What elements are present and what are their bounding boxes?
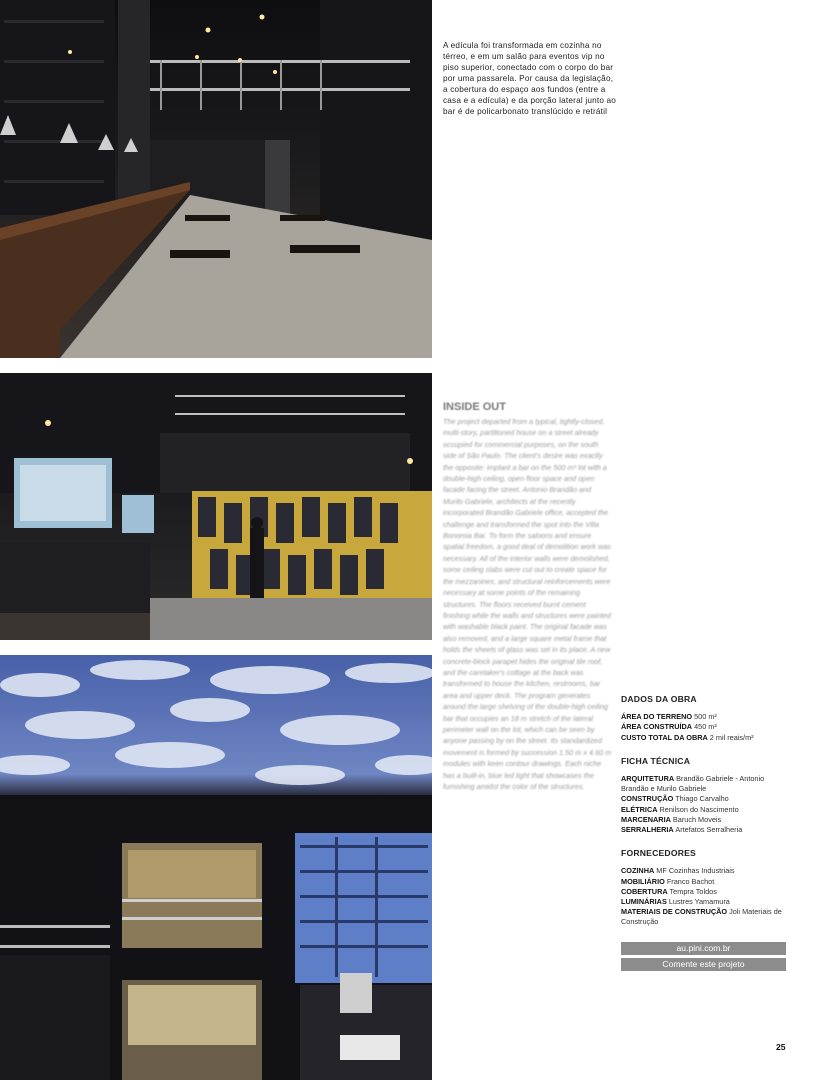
row-value: Thiago Carvalho: [675, 794, 729, 804]
ficha-tecnica-heading: FICHA TÉCNICA: [621, 755, 691, 766]
dados-row: [621, 712, 786, 722]
row-value: Renilson do Nascimento: [659, 804, 739, 814]
photo-sky-ceiling: [0, 655, 432, 1080]
row-value: Tempra Toldos: [669, 886, 717, 896]
page-number: 25: [776, 1042, 786, 1052]
fornecedor-row: [621, 877, 786, 887]
row-label: COBERTURA: [621, 886, 668, 896]
row-label: MARCENARIA: [621, 814, 671, 824]
site-link[interactable]: au.pini.com.br: [621, 942, 786, 955]
row-value: Franco Bachot: [666, 876, 715, 886]
row-value: Brandão Gabriele - Antonio Brandão e Murilo Gabriele: [621, 774, 765, 794]
dados-row: [621, 733, 786, 743]
project-data-sidebar: [621, 694, 786, 971]
article-title: INSIDE OUT: [443, 401, 506, 413]
row-value: Joli Materiais de Construção: [621, 907, 782, 927]
fornecedor-row: [621, 907, 786, 927]
ficha-tecnica-block: [621, 756, 786, 835]
dados-row: [621, 722, 786, 732]
row-value: Artefatos Serralheria: [675, 825, 743, 835]
ficha-row: [621, 805, 786, 815]
row-label: COZINHA: [621, 866, 655, 876]
ficha-row: [621, 774, 786, 794]
fornecedor-row: [621, 897, 786, 907]
fornecedores-heading: FORNECEDORES: [621, 848, 696, 859]
photo-bar-interior: [0, 0, 432, 358]
fornecedores-block: [621, 848, 786, 927]
row-label: LUMINÁRIAS: [621, 897, 667, 907]
row-value: Baruch Moveis: [672, 814, 722, 824]
dados-da-obra-heading: DADOS DA OBRA: [621, 694, 697, 704]
row-label: ÁREA DO TERRENO: [621, 712, 693, 722]
fornecedor-row: [621, 887, 786, 897]
row-label: ÁREA CONSTRUÍDA: [621, 722, 693, 732]
row-value: 450 m²: [694, 722, 717, 732]
ficha-row: [621, 794, 786, 804]
row-value: 2 mil reais/m²: [709, 732, 754, 742]
comment-link[interactable]: Comente este projeto: [621, 958, 786, 971]
dados-da-obra-block: [621, 694, 786, 743]
article-body: The project departed from a typical, tightly-closed, multi-story, partitioned house on a street already occupied for commercial purposes, on the south side of São Paulo. The client's desire was exactly the opposite: implant a bar on the 500 m² lot with a double-high ceiling, open floor space and open facade facing the street. Antonio Brandão and Murilo Gabriele, architects at the recently incorporated Brandão Gabriele office, accepted the challenge and transformed the spot into the Villa Bonomia Bar. To form the saloons and ensure spatial freedom, a good deal of demolition work was necessary. All of the interior walls were demolished, some ceiling slabs were cut out to create space for the mezzanines, and structural reinforcements were necessary at some points of the remaining structures. The floors received burnt cement finishing while the walls and structures were painted with washable black paint. The original facade was also removed, and a large square metal frame that holds the sheets of glass was set in its place. A new concrete-block parapet hides the original tile roof, and the caretaker's cottage at the back was transformed to house the kitchen, restrooms, bar area and upper deck. The program generates around the large shelving of the double-high ceiling bar that occupies an 18 m stretch of the lateral perimeter wall on the lot, which can be seen by anyone passing by on the street. Its standardized movement is formed by succession 1.50 m x 4.60 m modules with keen contour drawings. Each niche has a built-in, blue led light that showcases the furnishing amidst the color of the structures.: [443, 417, 612, 791]
row-label: CONSTRUÇÃO: [621, 794, 674, 804]
row-value: MF Cozinhas Industriais: [656, 866, 735, 876]
row-label: MATERIAIS DE CONSTRUÇÃO: [621, 907, 728, 917]
row-label: CUSTO TOTAL DA OBRA: [621, 732, 708, 742]
row-label: SERRALHERIA: [621, 825, 674, 835]
fornecedor-row: [621, 866, 786, 876]
row-value: 500 m²: [694, 712, 717, 722]
row-value: Lustres Yamamura: [668, 897, 730, 907]
ficha-row: [621, 825, 786, 835]
row-label: MOBILIÁRIO: [621, 876, 665, 886]
row-label: ELÉTRICA: [621, 804, 658, 814]
photo-mezzanine-wall: [0, 373, 432, 640]
ficha-row: [621, 815, 786, 825]
photo-caption: A edícula foi transformada em cozinha no térreo, e em um salão para eventos vip no piso superior, conectado com o corpo do bar por uma passarela. Por causa da legislação, a cobertura do espaço aos fundos (entre a casa e a edícula) e da porção lateral junto ao bar é de policarbonato translúcido e retrátil: [443, 41, 617, 116]
row-label: ARQUITETURA: [621, 774, 675, 784]
article: [443, 401, 613, 792]
